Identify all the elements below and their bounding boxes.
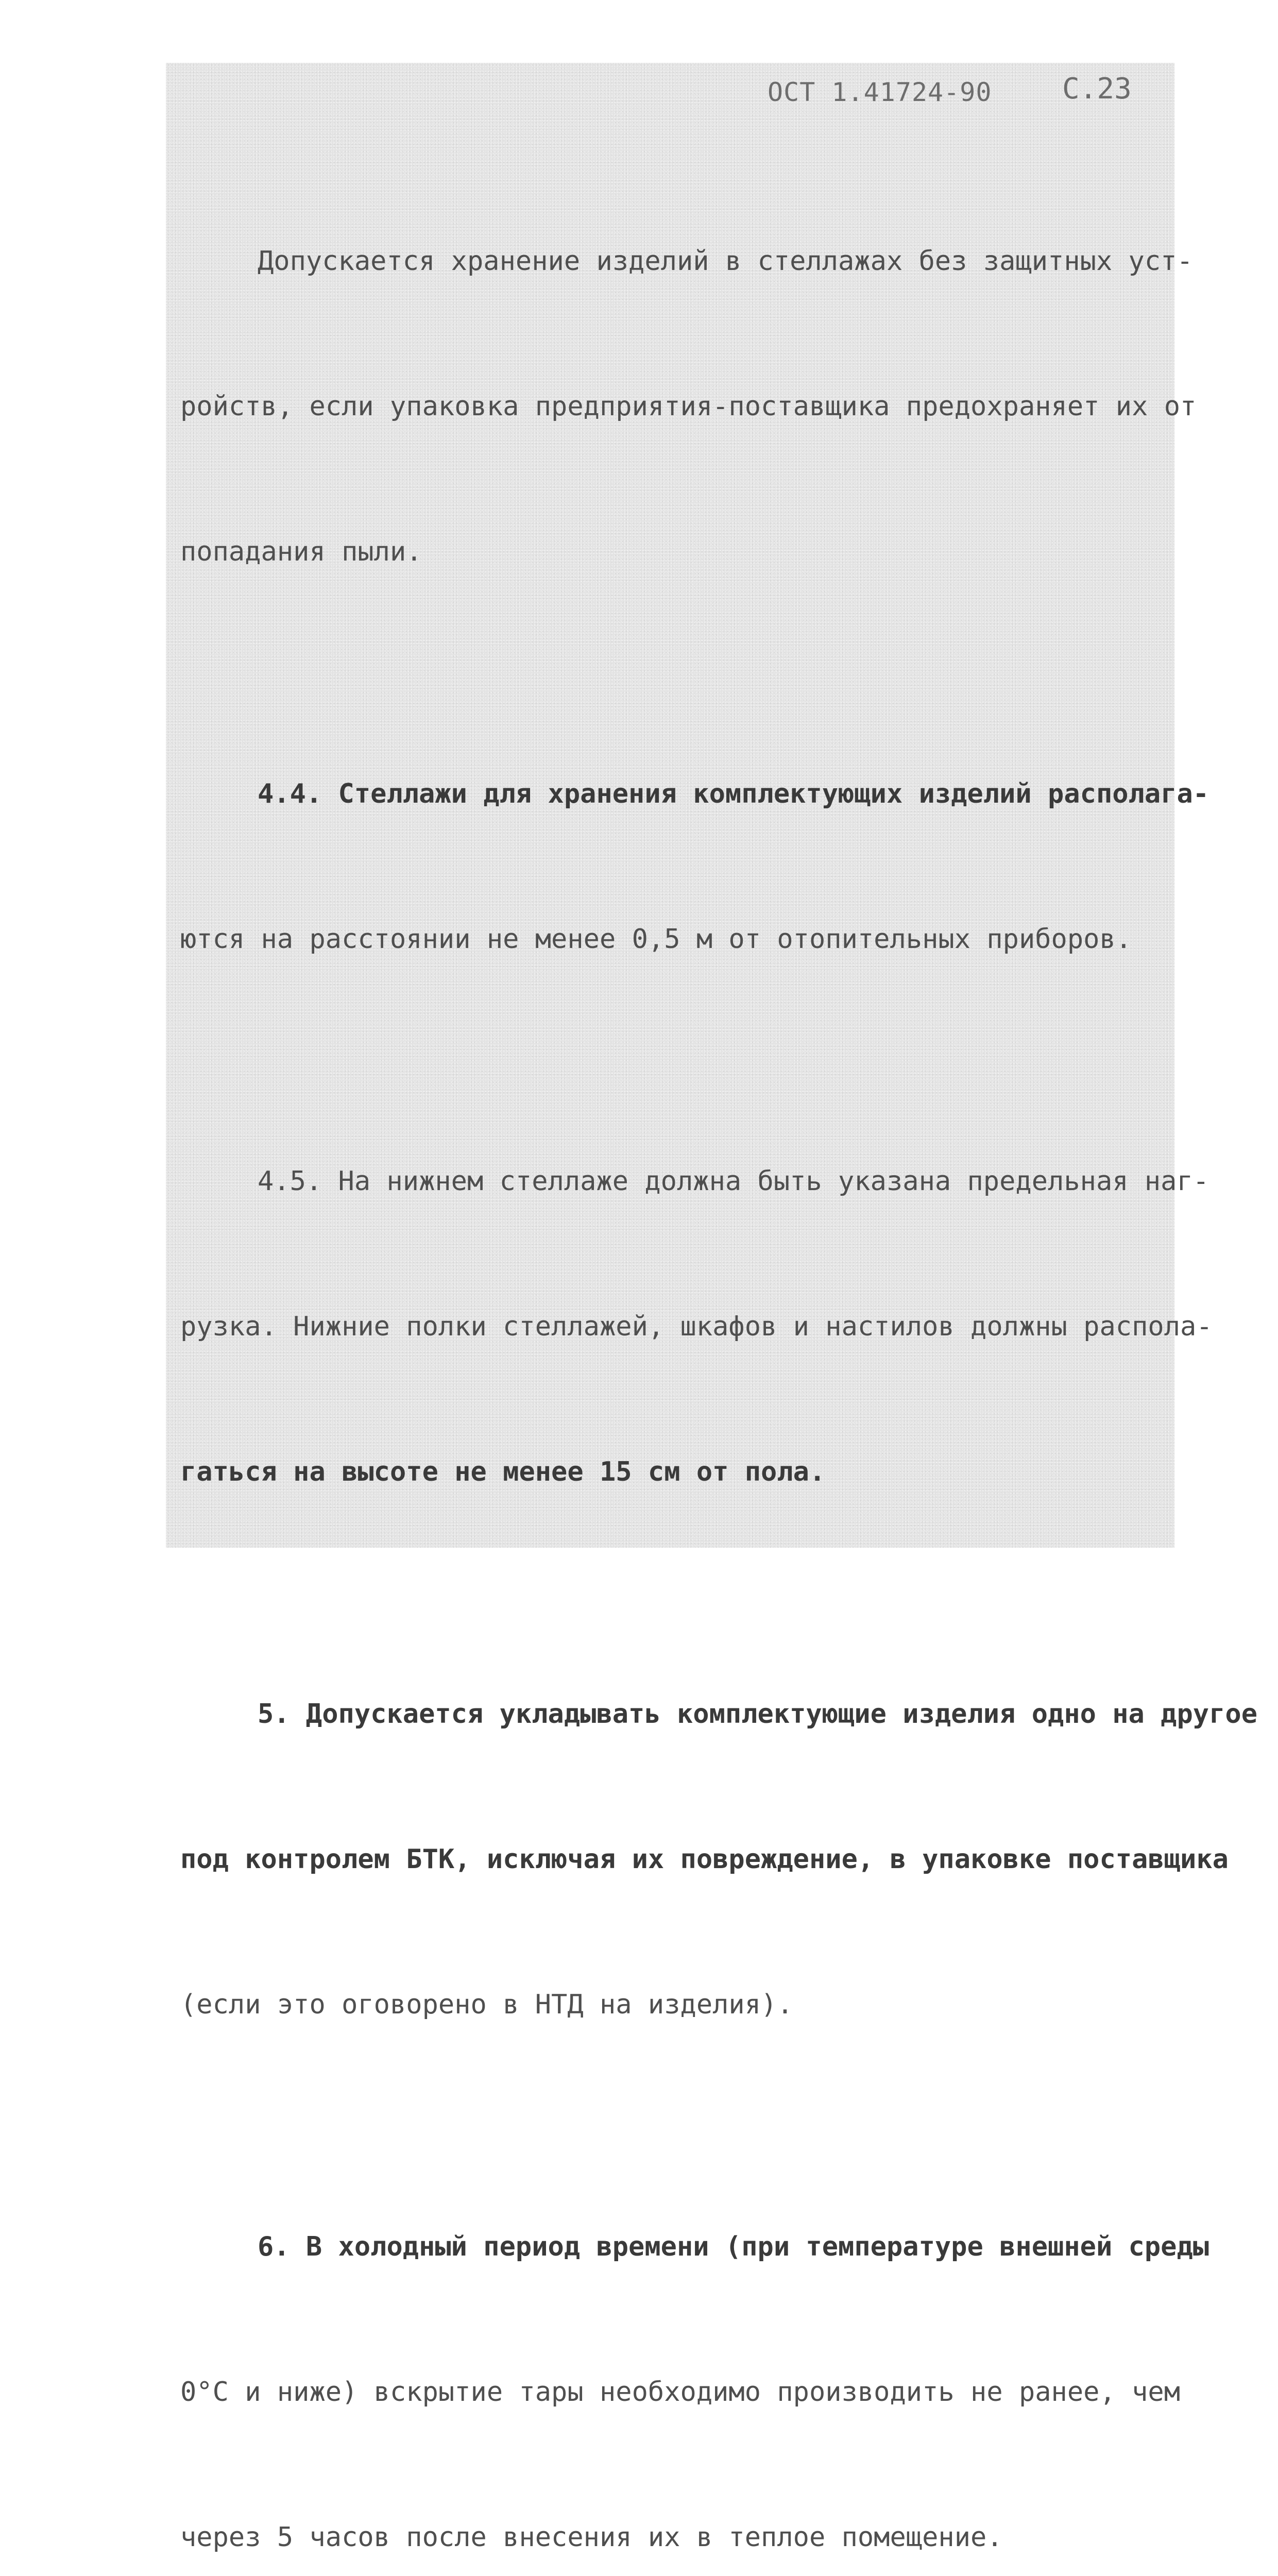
paragraph-6 xyxy=(180,2126,1209,2576)
paragraph-4-5 xyxy=(180,1060,1213,1593)
text-line: попадания пыли. xyxy=(180,536,422,567)
text-line: гаться на высоте не менее 15 см от пола. xyxy=(180,1456,826,1487)
text-line: под контролем БТК, исключая их повреждение, в упаковке поставщика xyxy=(180,1844,1229,1875)
document-code: ОСТ 1.41724-90 xyxy=(768,77,992,107)
page-header xyxy=(166,63,1174,140)
document-body xyxy=(180,140,1258,2576)
text-line: через 5 часов после внесения их в теплое помещение. xyxy=(180,2522,1003,2553)
text-line: (если это оговорено в НТД на изделия). xyxy=(180,1989,793,2020)
text-line: ройств, если упаковка предприятия-поставщика предохраняет их от xyxy=(180,391,1197,422)
text-line: 5. Допускается укладывать комплектующие изделия одно на другое xyxy=(258,1699,1258,1730)
text-line: Допускается хранение изделий в стеллажах без защитных уст- xyxy=(258,246,1193,277)
text-line: 4.4. Стеллажи для хранения комплектующих изделий располага- xyxy=(258,778,1209,809)
scanned-page xyxy=(166,63,1258,2553)
page-number: С.23 xyxy=(1062,72,1132,106)
text-line: 0°С и ниже) вскрытие тары необходимо производить не ранее, чем xyxy=(180,2377,1181,2408)
paragraph-storage-without-protection xyxy=(180,140,1197,673)
text-line: 6. В холодный период времени (при температуре внешней среды xyxy=(258,2231,1209,2262)
paragraph-5 xyxy=(180,1593,1258,2126)
text-line: 4.5. На нижнем стеллаже должна быть указана предельная наг- xyxy=(258,1166,1209,1197)
paragraph-4-4 xyxy=(180,673,1209,1060)
text-line: ются на расстоянии не менее 0,5 м от отопительных приборов. xyxy=(180,924,1132,955)
text-line: рузка. Нижние полки стеллажей, шкафов и настилов должны распола- xyxy=(180,1311,1213,1342)
